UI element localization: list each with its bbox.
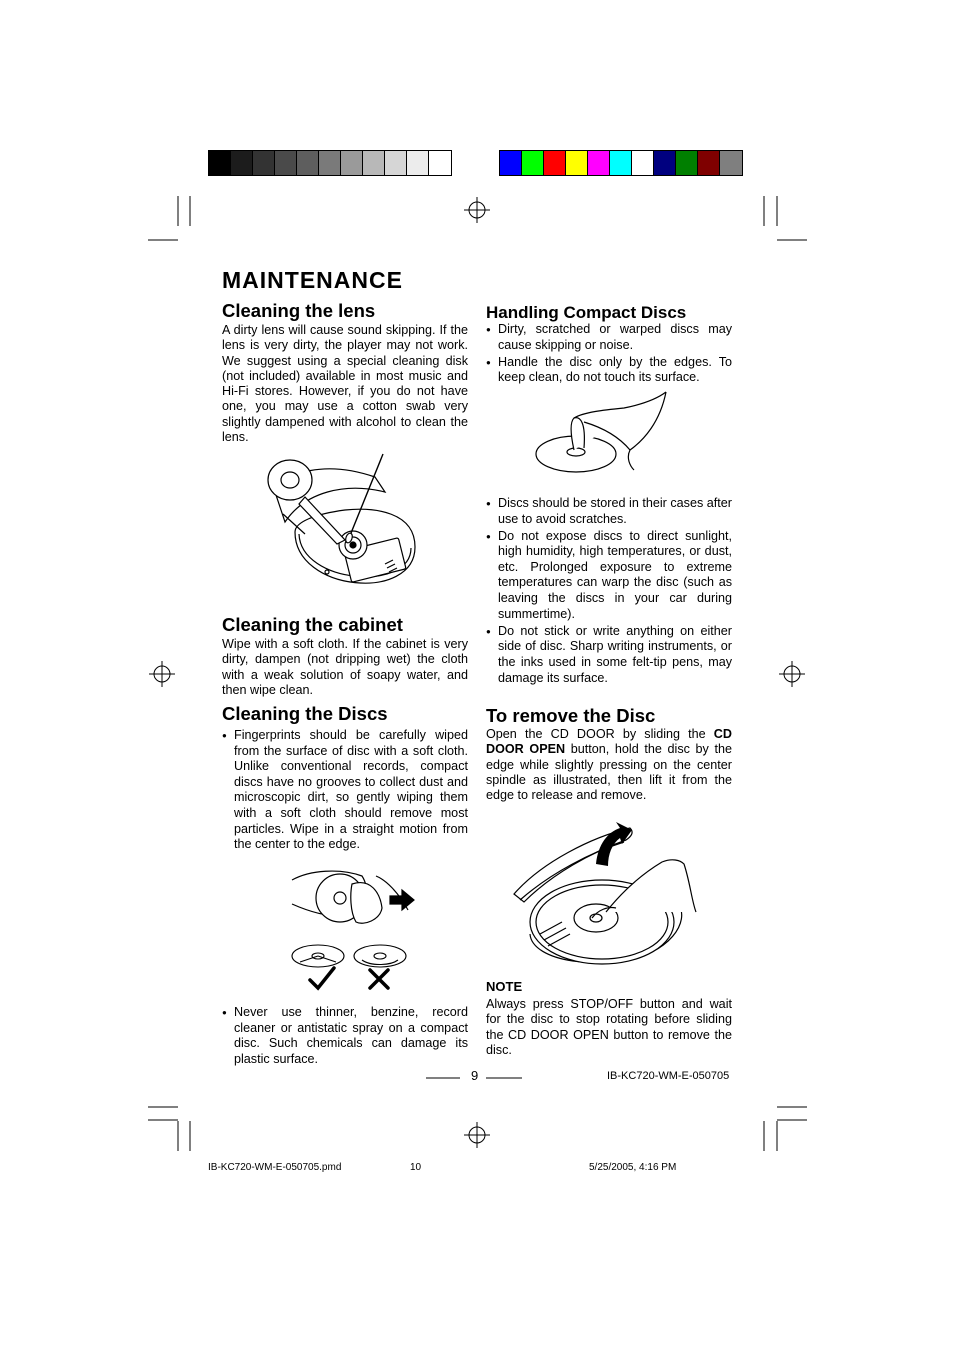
list-item: ● Do not stick or write anything on either side of disc. Sharp writing instruments, or the inks used in some felt-tip pens, may damage its surface. xyxy=(486,624,732,686)
lens-cleaning-illustration xyxy=(265,452,425,602)
list-item: ● Handle the disc only by the edges. To keep clean, do not touch its surface. xyxy=(486,355,732,386)
print-timestamp: 5/25/2005, 4:16 PM xyxy=(589,1162,677,1173)
list-item: ● Discs should be stored in their cases after use to avoid scratches. xyxy=(486,496,732,527)
file-name: IB-KC720-WM-E-050705.pmd xyxy=(208,1162,342,1173)
discs-bullets-top xyxy=(222,728,468,854)
list-item: ● Fingerprints should be carefully wiped from the surface of disc with a soft cloth. Unlike conventional records, compact discs have no grooves to collect dust and microscopic dirt, so gently wiping them with a soft cloth should remove most particles. Wipe in a straight motion from the center to the edge. xyxy=(222,728,468,853)
cd-door-open-label: CD DOOR OPEN xyxy=(486,727,732,757)
disc-handling-illustration xyxy=(534,392,674,482)
list-item: ● Never use thinner, benzine, record cleaner or antistatic spray on a compact disc. Such chemicals can damage its plastic surface. xyxy=(222,1005,468,1067)
remove-body xyxy=(486,727,732,803)
page-number: 9 xyxy=(471,1068,479,1083)
handling-bullets-bottom xyxy=(486,496,732,688)
lens-heading: Cleaning the lens xyxy=(222,300,376,321)
discs-bullets-bottom xyxy=(222,1005,468,1069)
list-item: ● Dirty, scratched or warped discs may cause skipping or noise. xyxy=(486,322,732,353)
cabinet-body: Wipe with a soft cloth. If the cabinet is very dirty, dampen (not dripping wet) the cloth with a weak solution of soapy water, and then wipe clean. xyxy=(222,637,468,697)
remove-heading: To remove the Disc xyxy=(486,705,656,726)
remove-body-text: Open the CD DOOR by sliding the xyxy=(486,727,714,741)
page-title: MAINTENANCE xyxy=(222,267,403,293)
cabinet-heading: Cleaning the cabinet xyxy=(222,614,403,635)
handling-heading: Handling Compact Discs xyxy=(486,303,687,322)
note-heading: NOTE xyxy=(486,979,523,994)
doc-code: IB-KC720-WM-E-050705 xyxy=(607,1070,730,1082)
lens-body: A dirty lens will cause sound skipping. If the lens is very dirty, the player may not work. We suggest using a special cleaning disk (not included) available in most music and Hi-Fi stores. However, if you do not have one, you may use a cotton swab very slightly dampened with alcohol to clean the lens. xyxy=(222,323,468,445)
list-item: ● Do not expose discs to direct sunlight, high humidity, high temperatures, or dust, etc. Prolonged exposure to extreme temperatures can warp the disc (such as leaving the discs in your car during summertime). xyxy=(486,529,732,623)
remove-body-text-end: button, hold the disc by the edge while slightly pressing on the center spindle as illustrated, then lift it from the edge to release and remove. xyxy=(486,742,732,803)
sheet-number: 10 xyxy=(410,1162,422,1173)
handling-bullets-top xyxy=(486,322,732,387)
disc-wiping-illustration xyxy=(290,868,420,988)
note-body: Always press STOP/OFF button and wait for the disc to stop rotating before sliding the CD DOOR OPEN button to remove the disc. xyxy=(486,997,732,1057)
discs-heading: Cleaning the Discs xyxy=(222,703,388,724)
disc-removal-illustration xyxy=(512,822,702,972)
